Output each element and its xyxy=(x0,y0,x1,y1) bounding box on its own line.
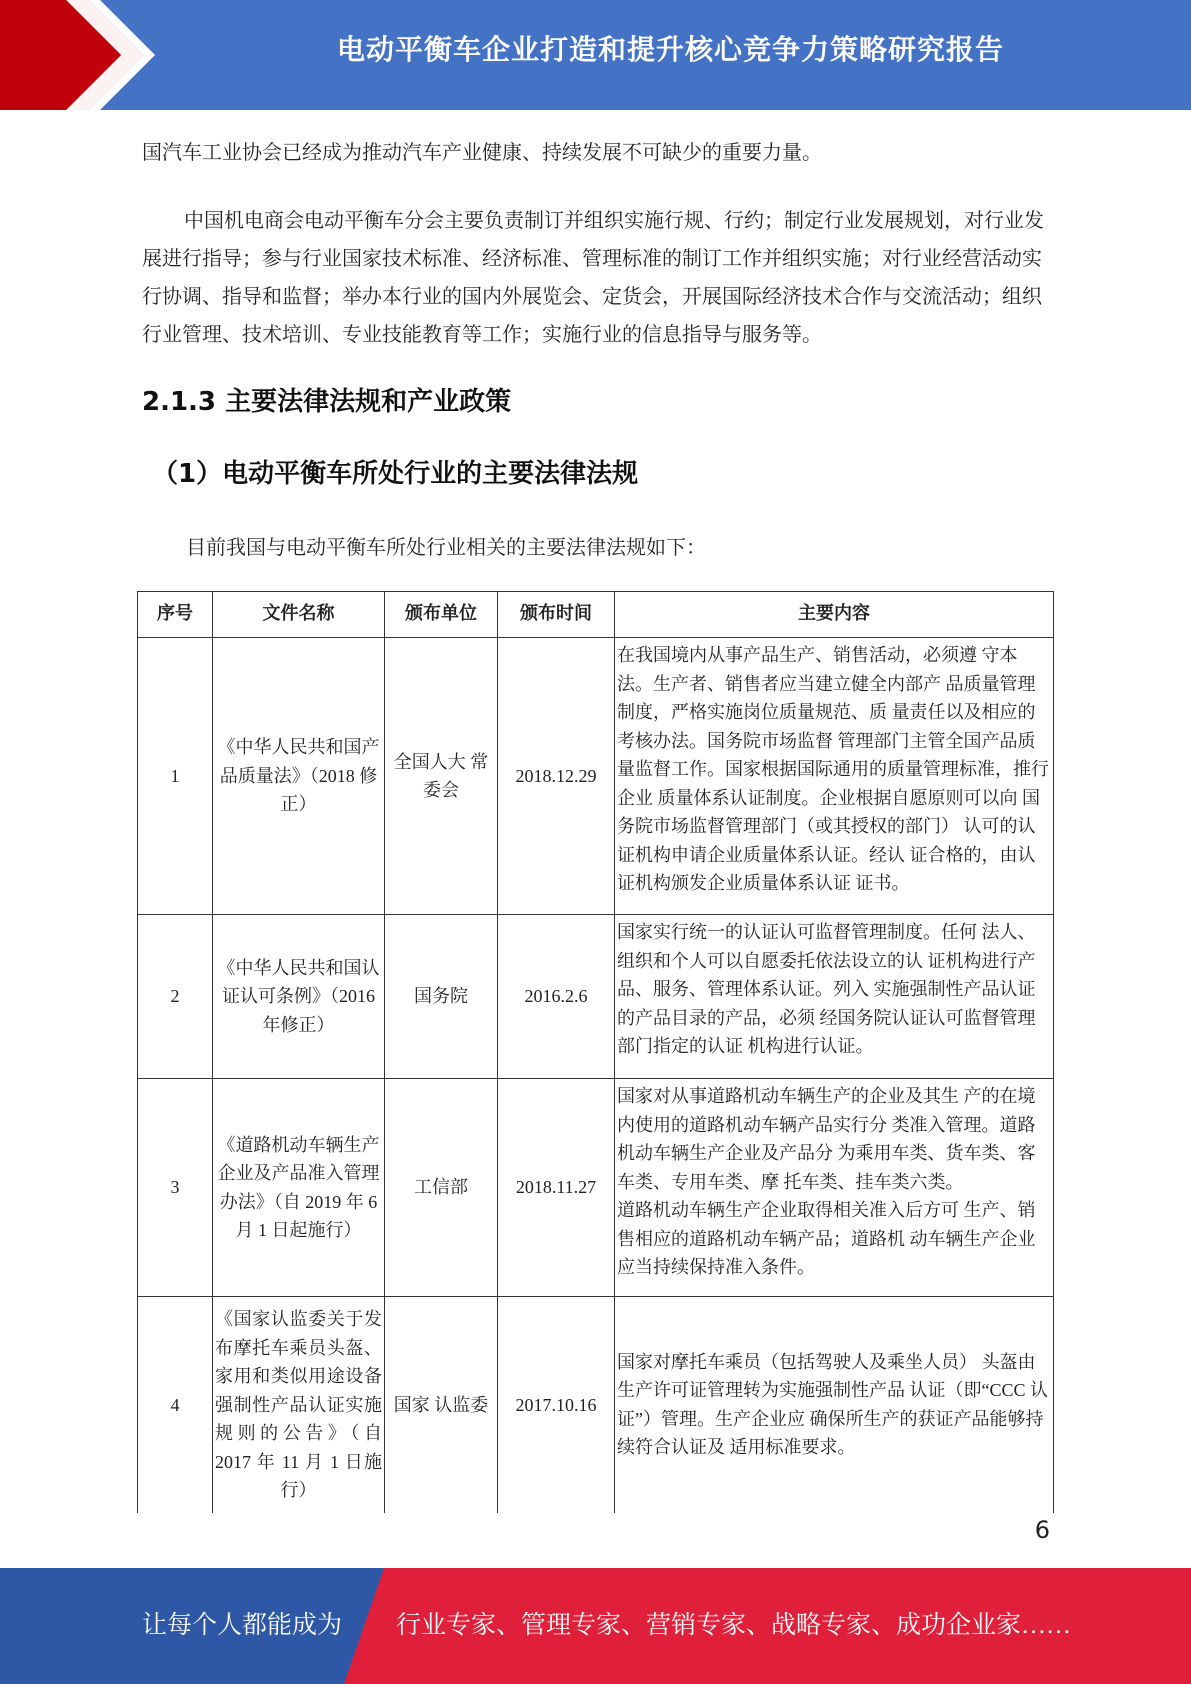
section-heading: 2.1.3 主要法律法规和产业政策 xyxy=(142,387,512,417)
row-no: 4 xyxy=(138,1297,213,1513)
row-no: 3 xyxy=(138,1079,213,1297)
row-no: 2 xyxy=(138,915,213,1079)
footer-banner xyxy=(0,1568,1191,1684)
row-name: 《道路机动车辆生产企业及产品准入管理办法》（自 2019 年 6 月 1 日起施行） xyxy=(213,1079,385,1297)
paragraph-continuation: 国汽车工业协会已经成为推动汽车产业健康、持续发展不可缺少的重要力量。 xyxy=(142,142,822,164)
footer-slogan-left: 让每个人都能成为 xyxy=(142,1612,343,1639)
row-issuer: 工信部 xyxy=(385,1079,498,1297)
row-date: 2018.11.27 xyxy=(498,1079,615,1297)
row-issuer: 全国人大 常委会 xyxy=(385,638,498,915)
row-issuer: 国家 认监委 xyxy=(385,1297,498,1513)
header-no: 序号 xyxy=(138,592,213,638)
row-content xyxy=(615,1079,1054,1297)
table-row xyxy=(138,1079,1054,1297)
header-banner xyxy=(0,0,1191,110)
row-content: 国家对摩托车乘员（包括驾驶人及乘坐人员） 头盔由生产许可证管理转为实施强制性产品 认证（即“CCC 认证”）管理。生产企业应 确保所生产的获证产品能够持续符合认证及 适用标准要求。 xyxy=(615,1297,1054,1513)
row-content: 在我国境内从事产品生产、销售活动，必须遵 守本法。生产者、销售者应当建立健全内部产 品质量管理制度，严格实施岗位质量规范、质 量责任以及相应的考核办法。国务院市场监督 管理部门主管全国产品质量监督工作。国家根据国际通用的质量管理标准，推行企业 质量体系认证制度。企业根据自愿原则可以向 国务院市场监督管理部门（或其授权的部门） 认可的认证机构申请企业质量体系认证。经认 证合格的，由认证机构颁发企业质量体系认证 证书。 xyxy=(615,638,1054,915)
row-issuer: 国务院 xyxy=(385,915,498,1079)
paragraph-association-duties: 中国机电商会电动平衡车分会主要负责制订并组织实施行规、行约；制定行业发展规划，对行业发展进行指导；参与行业国家技术标准、经济标准、管理标准的制订工作并组织实施；对行业经营活动实行协调、指导和监督；举办本行业的国内外展览会、定货会，开展国际经济技术合作与交流活动；组织行业管理、技术培训、专业技能教育等工作；实施行业的信息指导与服务等。 xyxy=(142,210,1044,346)
table-header-row xyxy=(138,592,1054,638)
page-number: 6 xyxy=(1034,1516,1050,1544)
row-date: 2017.10.16 xyxy=(498,1297,615,1513)
table-row xyxy=(138,915,1054,1079)
header-date: 颁布时间 xyxy=(498,592,615,638)
row-content-part2: 道路机动车辆生产企业取得相关准入后方可 生产、销售相应的道路机动车辆产品；道路机 动车辆生产企业应当持续保持准入条件。 xyxy=(617,1200,1036,1277)
header-name: 文件名称 xyxy=(213,592,385,638)
subsection-heading: （1）电动平衡车所处行业的主要法律法规 xyxy=(152,459,639,489)
row-content: 国家实行统一的认证认可监督管理制度。任何 法人、组织和个人可以自愿委托依法设立的认 证机构进行产品、服务、管理体系认证。列入 实施强制性产品认证的产品目录的产品，必须 经国务院认证认可监督管理部门指定的认证 机构进行认证。 xyxy=(615,915,1054,1079)
footer-slogan-right: 行业专家、管理专家、营销专家、战略专家、成功企业家…… xyxy=(396,1612,1072,1639)
row-content-part1: 国家对从事道路机动车辆生产的企业及其生 产的在境内使用的道路机动车辆产品实行分 类准入管理。道路机动车辆生产企业及产品分 为乘用车类、货车类、客车类、专用车类、摩 托车类、挂车类六类。 xyxy=(617,1086,1036,1192)
header-issuer: 颁布单位 xyxy=(385,592,498,638)
row-no: 1 xyxy=(138,638,213,915)
report-title: 电动平衡车企业打造和提升核心竞争力策略研究报告 xyxy=(336,33,1004,66)
row-name: 《中华人民共和国认证认可条例》（2016 年修正） xyxy=(213,915,385,1079)
table-row xyxy=(138,1297,1054,1513)
row-date: 2018.12.29 xyxy=(498,638,615,915)
table-row xyxy=(138,638,1054,915)
row-date: 2016.2.6 xyxy=(498,915,615,1079)
row-name: 《中华人民共和国产品质量法》（2018 修正） xyxy=(213,638,385,915)
header-content: 主要内容 xyxy=(615,592,1054,638)
row-name: 《国家认监委关于发布摩托车乘员头盔、家用和类似用途设备强制性产品认证实施规则的公告》（自 2017 年 11 月 1 日施行） xyxy=(213,1297,385,1513)
table-intro: 目前我国与电动平衡车所处行业相关的主要法律法规如下： xyxy=(186,537,706,559)
laws-table xyxy=(137,591,1054,1513)
